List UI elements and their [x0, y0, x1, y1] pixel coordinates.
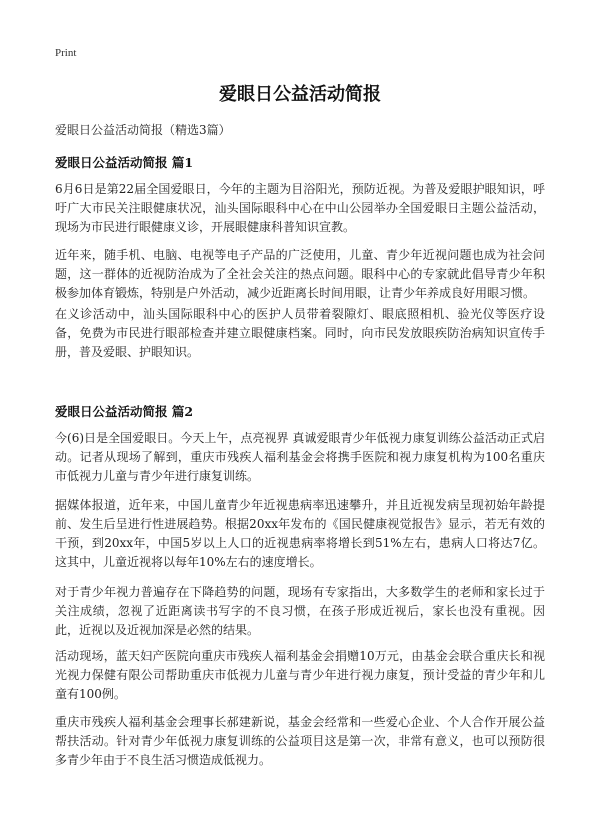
- paragraph: 6月6日是第22届全国爱眼日，今年的主题为目浴阳光，预防近视。为普及爱眼护眼知识，呼吁广大市民关注眼健康状况，汕头国际眼科中心在中山公园举办全国爱眼日主题公益活动，现场为市民进行眼健康义诊，开展眼健康科普知识宣教。: [55, 182, 545, 234]
- paragraph: 重庆市残疾人福利基金会理事长郝建新说，基金会经常和一些爱心企业、个人合作开展公益帮扶活动。针对青少年低视力康复训练的公益项目这是第一次，非常有意义，也可以预防很多青少年由于不良生活习惯造成低视力。: [55, 715, 545, 767]
- paragraph: 据媒体报道，近年来，中国儿童青少年近视患病率迅速攀升，并且近视发病呈现初始年龄提前、发生后呈进行性进展趋势。根据20xx年发布的《国民健康视觉报告》显示，若无有效的干预，到20xx年，中国5岁以上人口的近视患病率将增长到51%左右，患病人口将达7亿。这其中，儿童近视将以每年10%左右的速度增长。: [55, 498, 545, 569]
- print-link[interactable]: Print: [55, 47, 77, 59]
- paragraph: 活动现场，蓝天妇产医院向重庆市残疾人福利基金会捐赠10万元，由基金会联合重庆长和视光视力保健有限公司帮助重庆市低视力儿童与青少年进行视力康复，预计受益的青少年和儿童有100例。: [55, 649, 545, 701]
- section-heading-2: 爱眼日公益活动简报 篇2: [55, 404, 194, 419]
- paragraph: 在义诊活动中，汕头国际眼科中心的医护人员带着裂隙灯、眼底照相机、验光仪等医疗设备，免费为市民进行眼部检查并建立眼健康档案。同时，向市民发放眼疾防治病知识宣传手册，普及爱眼、护眼知识。: [55, 307, 545, 359]
- paragraph: 对于青少年视力普遍存在下降趋势的问题，现场有专家指出，大多数学生的老师和家长过于关注成绩，忽视了近距离读书写字的不良习惯，在孩子形成近视后，家长也没有重视。因此，近视以及近视加深是必然的结果。: [55, 585, 545, 637]
- page-title: 爱眼日公益活动简报: [219, 84, 381, 105]
- document-subtitle: 爱眼日公益活动简报（精选3篇）: [55, 123, 231, 137]
- section-heading-1: 爱眼日公益活动简报 篇1: [55, 155, 194, 170]
- paragraph: 近年来，随手机、电脑、电视等电子产品的广泛使用，儿童、青少年近视问题也成为社会问题，这一群体的近视防治成为了全社会关注的热点问题。眼科中心的专家就此倡导青少年积极参加体育锻炼，特别是户外活动，减少近距离长时间用眼，让青少年养成良好用眼习惯。: [55, 248, 545, 300]
- paragraph: 今(6)日是全国爱眼日。今天上午，点亮视界 真诚爱眼青少年低视力康复训练公益活动正式启动。记者从现场了解到，重庆市残疾人福利基金会将携手医院和视力康复机构为100名重庆市低视力儿童与青少年进行康复训练。: [55, 431, 545, 483]
